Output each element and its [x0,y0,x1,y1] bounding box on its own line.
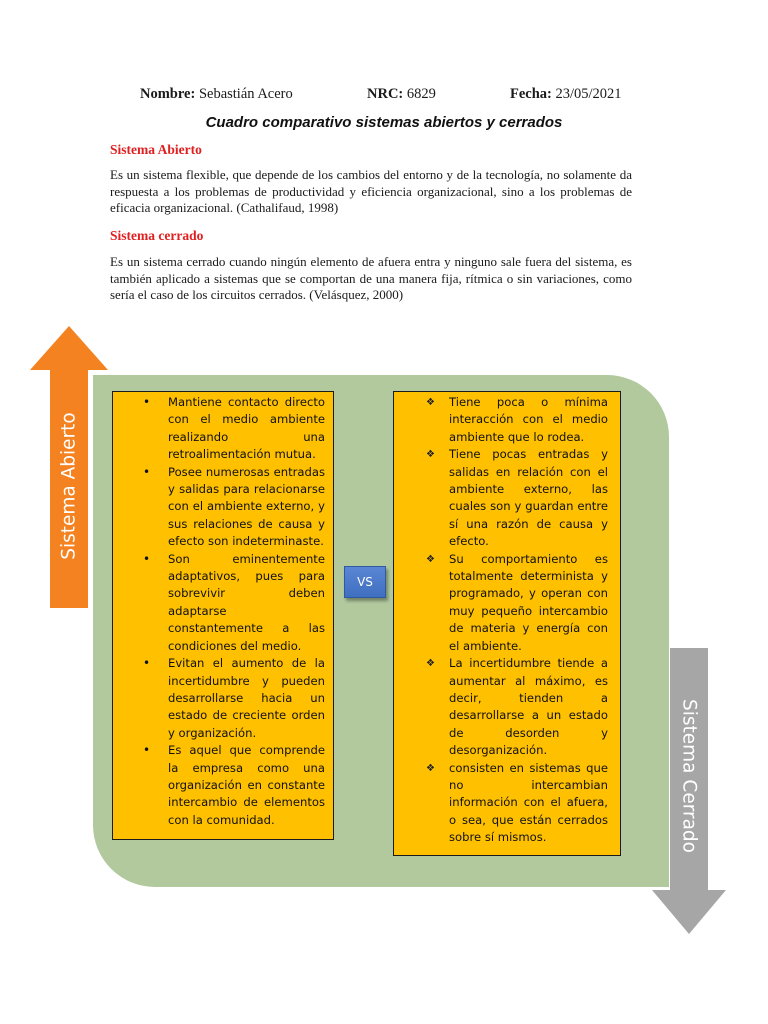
bullet-dot-icon: • [143,743,151,758]
name-label: Nombre: [140,86,196,102]
bullet-dot-icon: • [143,551,151,566]
date-value: 23/05/2021 [555,86,622,102]
bullet-dot-icon: • [143,464,151,479]
list-item: ❖ Tiene poca o mínima interacción con el medio ambiente que lo rodea. [426,395,608,444]
diamond-bullet-icon: ❖ [426,449,435,461]
bullet-dot-icon: • [143,656,151,671]
open-system-list [113,394,333,829]
vs-badge: VS [344,566,386,598]
name-value: Sebastián Acero [198,86,293,102]
list-item: • Posee numerosas entradas y salidas para relacionarse con el ambiente externo, y sus relaciones de causa y efecto son indeterminaste. [143,464,325,549]
date-label: Fecha: [510,86,552,102]
list-item: ❖ Tiene pocas entradas y salidas en relación con el ambiente externo, las cuales son y guardan entre sí una razón de causa y efecto. [426,447,608,549]
date-field [510,86,622,103]
closed-system-arrow-label: Sistema Cerrado [678,699,700,853]
list-item: • Evitan el aumento de la incertidumbre y pueden desarrollarse hacia un estado de creciente orden y organización. [143,656,325,740]
list-item: • Mantiene contacto directo con el medio ambiente realizando una retroalimentación mutua. [143,395,325,462]
closed-system-heading: Sistema cerrado [110,228,204,243]
open-system-heading: Sistema Abierto [110,142,202,157]
diamond-bullet-icon: ❖ [426,397,435,408]
nrc-field [367,86,436,103]
open-system-paragraph: Es un sistema flexible, que depende de los cambios del entorno y de la tecnología, no solamente da respuesta a los problemas de productividad y eficiencia organizacional, sino a los problemas de eficacia organizacional. (Cathalifaud, 1998) [110,167,632,215]
header-row [0,86,768,106]
closed-system-box [393,391,621,856]
list-item: ❖ Su comportamiento es totalmente determinista y programado, y operan con muy pequeño intercambio de materia y energía con el ambiente. [426,551,608,653]
nrc-label: NRC: [367,86,404,102]
list-item: ❖ consisten en sistemas que no intercambian información con el afuera, o sea, que están cerrados sobre sí mismos. [426,760,608,845]
document-title: Cuadro comparativo sistemas abiertos y cerrados [205,114,563,131]
diamond-bullet-icon: ❖ [426,553,435,565]
list-item: • Es aquel que comprende la empresa como una organización en constante intercambio de elementos con la comunidad. [143,743,325,827]
closed-system-arrow [652,648,726,934]
open-system-arrow [30,326,108,608]
diamond-bullet-icon: ❖ [426,658,435,670]
list-item: ❖ La incertidumbre tiende a aumentar al máximo, es decir, tienden a desarrollarse a un estado de desorden y desorganización. [426,656,608,758]
list-item: • Son eminentemente adaptativos, pues para sobrevivir deben adaptarse constantemente a las condiciones del medio. [143,551,325,653]
closed-system-paragraph: Es un sistema cerrado cuando ningún elemento de afuera entra y ninguno sale fuera del sistema, es también aplicado a sistemas que se comportan de una manera fija, rítmica o sin variaciones, como sería el caso de los circuitos cerrados. (Velásquez, 2000) [110,254,632,302]
closed-system-list [394,394,620,847]
open-system-box [112,391,334,840]
nrc-value: 6829 [406,86,436,102]
open-system-arrow-label: Sistema Abierto [58,412,80,560]
diamond-bullet-icon: ❖ [426,762,435,774]
bullet-dot-icon: • [143,395,151,409]
name-field [140,86,293,103]
